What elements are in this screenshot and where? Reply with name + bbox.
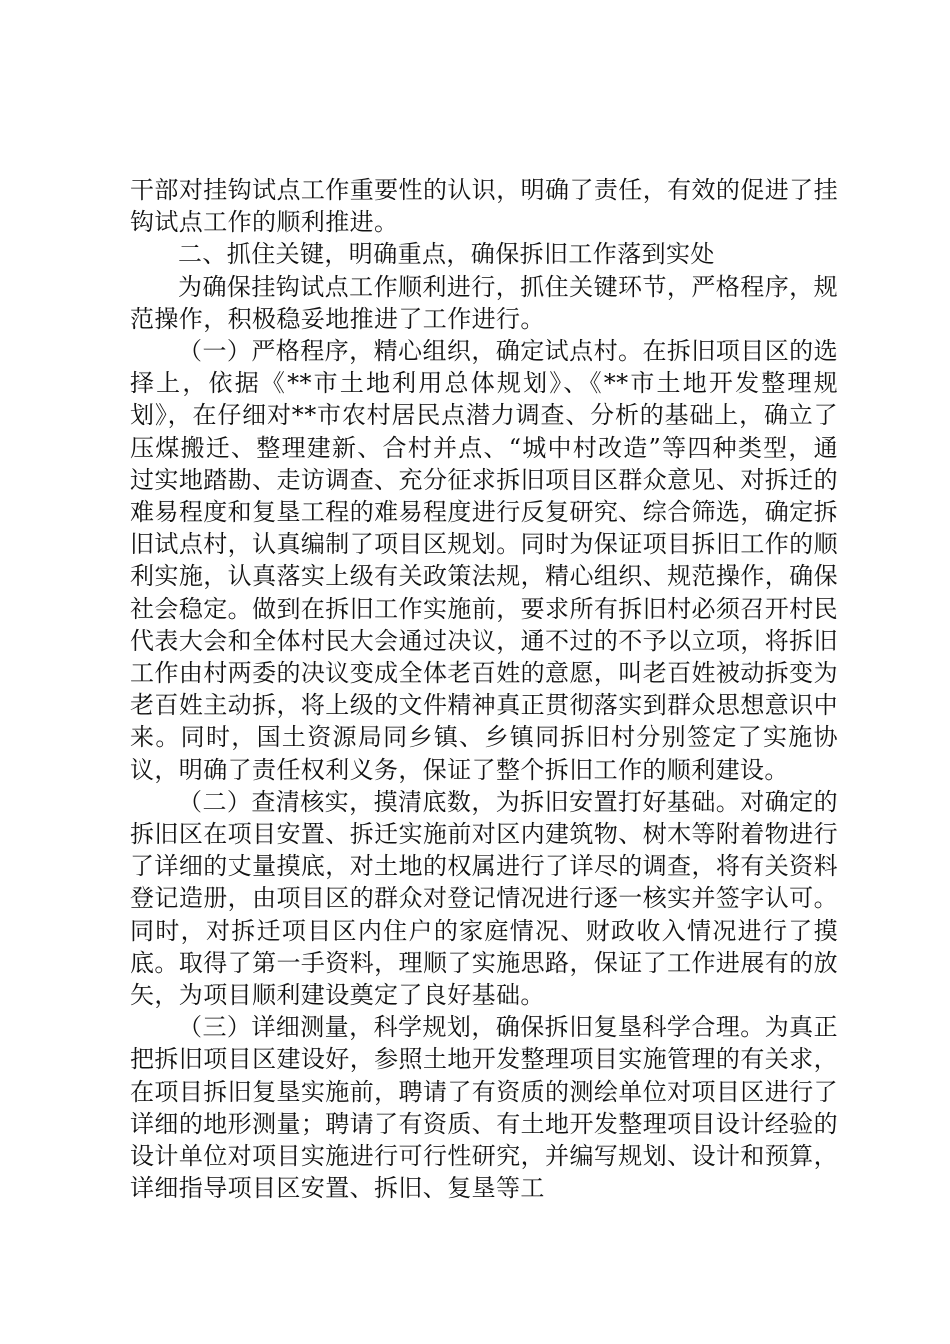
paragraph-item-one: （一）严格程序，精心组织，确定试点村。在拆旧项目区的选择上，依据《**市土地利用总体规划》、《**市土地开发整理规划》，在仔细对**市农村居民点潜力调查、分析的基础上，确立了压煤搬迁、整理建新、合村并点、“城中村改造”等四种类型，通过实地踏勘、走访调查、充分征求拆旧项目区群众意见、对拆迁的难易程度和复垦工程的难易程度进行反复研究、综合筛选，确定拆旧试点村，认真编制了项目区规划。同时为保证项目拆旧工作的顺利实施，认真落实上级有关政策法规，精心组织、规范操作，确保社会稳定。做到在拆旧工作实施前，要求所有拆旧村必须召开村民代表大会和全体村民大会通过决议，通不过的不予以立项，将拆旧工作由村两委的决议变成全体老百姓的意愿，叫老百姓被动拆变为老百姓主动拆，将上级的文件精神真正贯彻落实到群众思想意识中来。同时，国土资源局同乡镇、乡镇同拆旧村分别签定了实施协议，明确了责任权利义务，保证了整个拆旧工作的顺利建设。 <box>130 337 838 784</box>
paragraph-intro: 为确保挂钩试点工作顺利进行，抓住关键环节，严格程序，规范操作，积极稳妥地推进了工作进行。 <box>130 272 838 333</box>
paragraph-item-two: （二）查清核实，摸清底数，为拆旧安置打好基础。对确定的拆旧区在项目安置、拆迁实施前对区内建筑物、树木等附着物进行了详细的丈量摸底，对土地的权属进行了详尽的调查，将有关资料登记造册，由项目区的群众对登记情况进行逐一核实并签字认可。同时，对拆迁项目区内住户的家庭情况、财政收入情况进行了摸底。取得了第一手资料，理顺了实施思路，保证了工作进展有的放矢，为项目顺利建设奠定了良好基础。 <box>130 787 838 1010</box>
paragraph-continuation: 干部对挂钩试点工作重要性的认识，明确了责任，有效的促进了挂钩试点工作的顺利推进。 <box>130 176 838 237</box>
section-heading-two: 二、抓住关键，明确重点，确保拆旧工作落到实处 <box>178 240 715 269</box>
paragraph-item-three: （三）详细测量，科学规划，确保拆旧复垦科学合理。为真正把拆旧项目区建设好，参照土地开发整理项目实施管理的有关求，在项目拆旧复垦实施前，聘请了有资质的测绘单位对项目区进行了详细的地形测量；聘请了有资质、有土地开发整理项目设计经验的设计单位对项目实施进行可行性研究，并编写规划、设计和预算，详细指导项目区安置、拆旧、复垦等工 <box>130 1013 838 1203</box>
document-page <box>130 174 838 1205</box>
